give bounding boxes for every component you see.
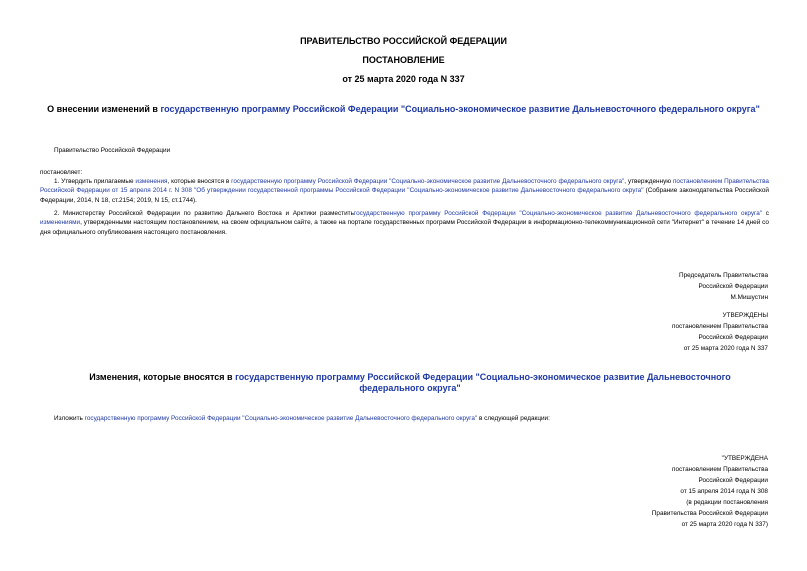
government-heading: ПРАВИТЕЛЬСТВО РОССИЙСКОЙ ФЕДЕРАЦИИ [300,36,507,46]
p2-text-c: , утвержденными настоящим постановлением, на своем официальном сайте, а также на портале государственных программ Российской Федерации в информационно-телекоммуникационной сети "Интернет" в течение 14 дней со дня официального опубликования настоящего постановления. [40,219,769,236]
approved-line-4: от 25 марта 2020 года N 337 [683,345,768,352]
signature-line-1: Председатель Правительства [679,272,768,279]
approved2-line-2: постановлением Правительства [672,466,768,473]
decree-title [20,104,787,114]
p1-text-a: 1. Утвердить прилагаемые [54,178,136,185]
p1-link-changes[interactable]: изменения [135,178,168,185]
changes-title-prefix: Изменения, которые вносятся в [89,372,236,382]
paragraph-1 [40,177,769,205]
p1-link-program[interactable]: государственную программу Российской Федерации "Социально-экономическое развитие Дальневосточного федерального округа" [231,178,625,185]
approved2-line-4: от 15 апреля 2014 года N 308 [680,488,768,495]
statement-link[interactable]: государственную программу Российской Федерации "Социально-экономическое развитие Дальневосточного федерального округа" [84,415,478,422]
p2-text-a: 2. Министерству Российской Федерации по развитию Дальнего Востока и Арктики разместить [54,210,354,217]
decree-title-prefix: О внесении изменений в [47,104,161,114]
document-type: ПОСТАНОВЛЕНИЕ [362,55,445,65]
p1-text-c: , утвержденную [624,178,673,185]
approved2-line-7: от 25 марта 2020 года N 337) [681,521,768,528]
decree-title-link[interactable]: государственную программу Российской Федерации "Социально-экономическое развитие Дальневосточного федерального округа" [160,104,760,114]
p2-link-program[interactable]: государственную программу Российской Федерации "Социально-экономическое развитие Дальневосточного федерального округа" [353,210,763,217]
approved-line-3: Российской Федерации [698,334,768,341]
paragraph-2 [40,209,769,237]
intro-text: Правительство Российской Федерации [54,147,171,154]
decides-text: постановляет: [40,169,83,176]
approved-line-1: УТВЕРЖДЕНЫ [722,312,768,319]
changes-title-link[interactable]: государственную программу Российской Федерации "Социально-экономическое развитие Дальневосточного федерального округа" [235,372,731,393]
approved2-line-1: "УТВЕРЖДЕНА [721,455,768,462]
statement-text [54,414,774,423]
signature-line-2: Российской Федерации [698,283,768,290]
approved-program-block [468,453,768,530]
statement-suffix: в следующей редакции: [477,415,550,422]
p1-link-decree-308[interactable]: постановлением Правительства Российской Федерации от 15 апреля 2014 г. N 308 "Об утверждении государственной программы Российской Федерации "Социально-экономическое развитие Дальневосточного федерального округа" [40,178,769,195]
p2-text-b: с [762,210,769,217]
approved-block [468,310,768,354]
approved2-line-5: (в редакции постановления [686,499,768,506]
approved-line-2: постановлением Правительства [672,323,768,330]
changes-title [60,372,760,394]
signature-block [468,270,768,303]
approved2-line-3: Российской Федерации [698,477,768,484]
p1-text-b: , которые вносятся в [167,178,232,185]
approved2-line-6: Правительства Российской Федерации [651,510,768,517]
p2-link-changes[interactable]: изменениями [40,219,81,227]
statement-prefix: Изложить [54,415,85,422]
p1-text-d: (Собрание законодательства Российской Федерации, 2014, N 18, ст.2154; 2019, N 15, ст.1744). [40,187,770,204]
signature-line-3: М.Мишустин [730,294,768,301]
document-date-number: от 25 марта 2020 года N 337 [342,74,465,84]
